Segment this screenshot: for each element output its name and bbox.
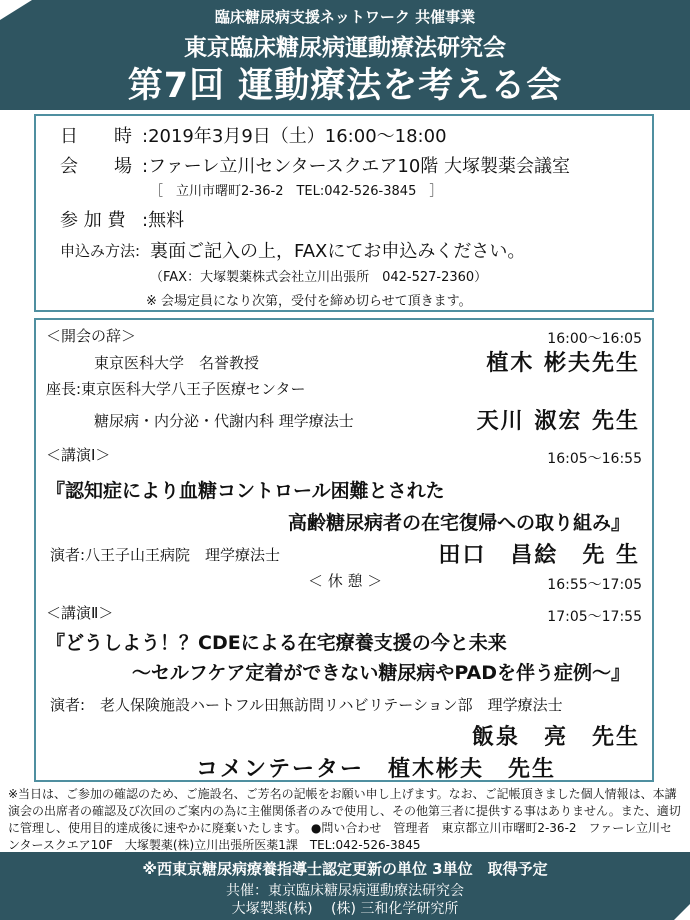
opening-speaker: 植木 彬夫先生	[486, 351, 640, 376]
organizer-line: 臨床糖尿病支援ネットワーク 共催事業	[214, 8, 476, 26]
header-banner	[0, 0, 690, 110]
chair-affiliation: 糖尿病・内分泌・代謝内科 理学療法士	[94, 412, 354, 430]
lecture2-speaker-name: 飯泉 亮 先生	[471, 725, 640, 750]
fee-value: :無料	[142, 210, 185, 231]
date-label: 日 時	[60, 126, 132, 147]
host-line1: 共催：東京臨床糖尿病運動療法研究会	[226, 883, 464, 899]
opening-label: ＜開会の辞＞	[46, 327, 137, 345]
venue-label: 会 場	[60, 156, 132, 177]
capacity-note: ※ 会場定員になり次第，受付を締め切らせて頂きます。	[146, 294, 472, 309]
lecture1-speaker-affiliation: 演者:八王子山王病院 理学療法士	[50, 546, 281, 564]
lecture1-title-line1: 『認知症により血糖コントロール困難とされた	[46, 480, 445, 502]
fax-info: （FAX：大塚製薬株式会社立川出張所 042-527-2360）	[150, 270, 488, 285]
opening-time: 16:00～16:05	[547, 331, 642, 347]
lecture1-title-line2: 高齢糖尿病者の在宅復帰への取り組み』	[287, 512, 630, 534]
lecture2-speaker-affiliation: 演者: 老人保険施設ハートフル田無訪問リハビリテーション部 理学療法士	[50, 696, 563, 714]
break-label: ＜ 休 憩 ＞	[308, 572, 383, 590]
apply-value: 裏面ご記入の上，FAXにてお申込みください。	[150, 241, 526, 262]
opening-affiliation: 東京医科大学 名誉教授	[94, 354, 260, 372]
program-box	[34, 318, 654, 782]
lecture1-label: ＜講演Ⅰ＞	[46, 446, 111, 464]
footer-banner	[0, 852, 690, 920]
chair-name: 天川 淑宏 先生	[476, 409, 640, 434]
lecture1-time: 16:05～16:55	[547, 451, 642, 467]
privacy-note: ※当日は、ご参加の確認のため、ご施設名、ご芳名の記帳をお願い申し上げます。なお、ご記帳頂きました個人情報は、本講演会の出席者の確認及び次回のご案内の為に主催関係者のみで使用し、その他第三者に提供する事はありません。また、適切に管理し、使用目的達成後に速やかに廃棄いたします。 ●問い合わせ 管理者 東京都立川市曙町2-36-2 ファーレ立川センタースクエア10F 大塚製薬(株)立川出張所医薬1課 TEL:042-526-3845	[8, 787, 681, 852]
commentator: コメンテーター 植木彬夫 先生	[196, 757, 557, 782]
fee-label: 参 加 費	[60, 210, 126, 231]
date-value: :2019年3月9日（土）16:00～18:00	[142, 126, 447, 147]
event-title: 第7回 運動療法を考える会	[127, 66, 563, 106]
lecture2-time: 17:05～17:55	[547, 609, 642, 625]
event-info-box	[34, 114, 654, 312]
host-line2: 大塚製薬(株) (株) 三和化学研究所	[231, 901, 459, 917]
venue-address: ［ 立川市曙町2-36-2 TEL:042-526-3845 ］	[150, 184, 443, 199]
break-time: 16:55～17:05	[547, 577, 642, 593]
lecture2-label: ＜講演Ⅱ＞	[46, 604, 114, 622]
lecture2-title-line1: 『どうしよう！？CDEによる在宅療養支援の今と未来	[46, 632, 507, 654]
chair-label: 座長:東京医科大学八王子医療センター	[46, 380, 306, 398]
venue-value: :ファーレ立川センタースクエア10階 大塚製薬会議室	[142, 156, 570, 177]
lecture2-title-line2: ～セルフケア定着ができない糖尿病やPADを伴う症例～』	[131, 662, 630, 684]
apply-label: 申込み方法:	[60, 242, 141, 260]
credit-note: ※西東京糖尿病療養指導士認定更新の単位 3単位 取得予定	[142, 860, 548, 878]
society-name: 東京臨床糖尿病運動療法研究会	[184, 35, 506, 61]
lecture1-speaker-name: 田口 昌絵 先 生	[438, 543, 640, 568]
